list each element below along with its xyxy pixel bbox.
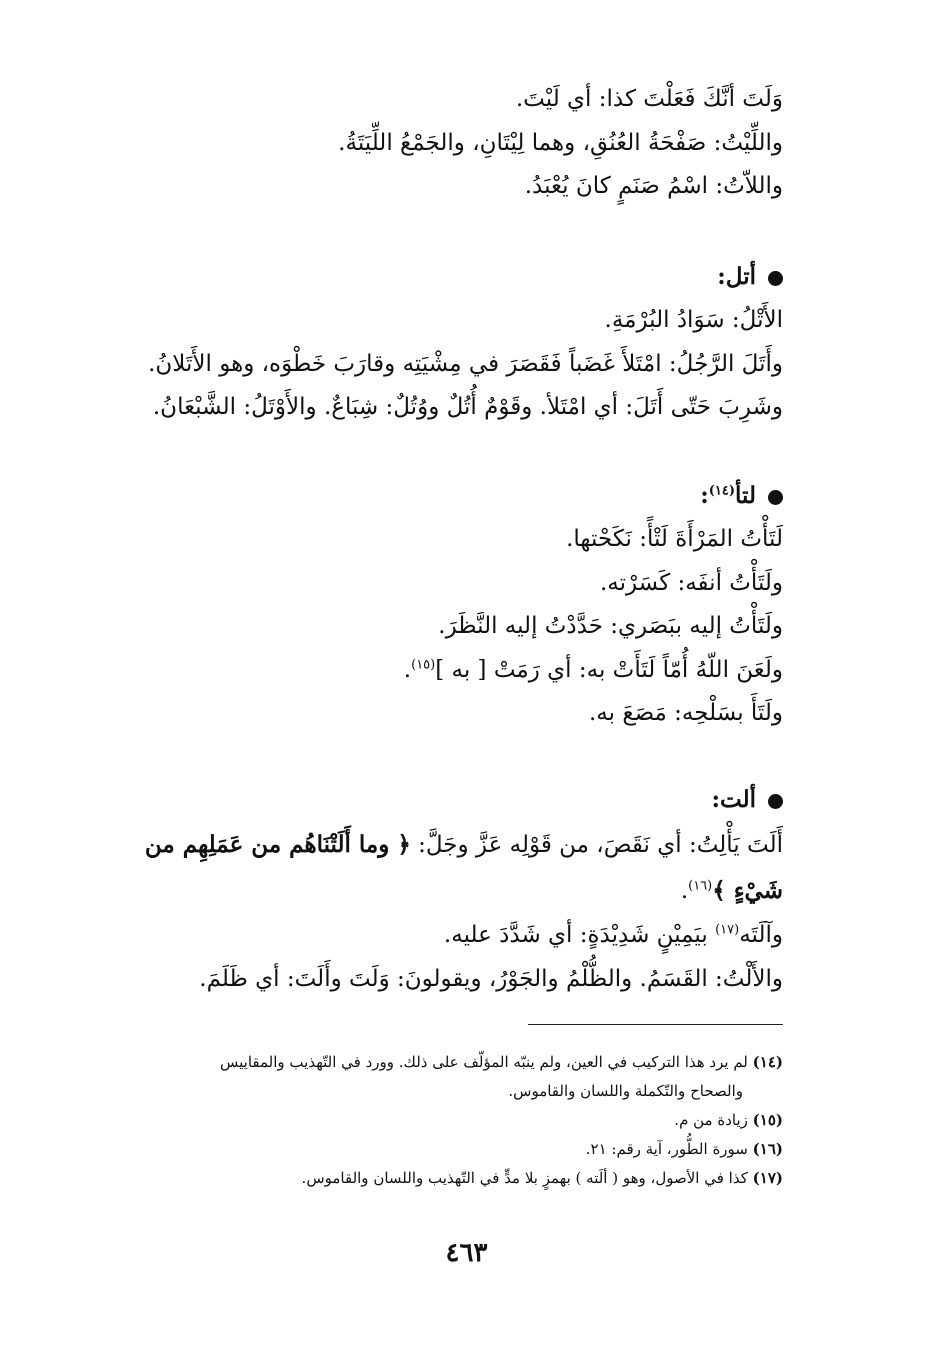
footnote-number: (١٧) xyxy=(752,1169,783,1187)
text-line: وشَرِبَ حَتّى أَتَلَ: أي امْتَلأ. وقَوْمٌ أُتُلٌ ووُتُلٌ: شِبَاعٌ. والأَوْتَلُ: الشَّبْعَانُ. xyxy=(152,394,783,420)
text-line: وأَتَلَ الرَّجُلُ: امْتَلأَ غَضَباً فَقَصَرَ في مِشْيَتِه وقارَبَ خَطْوَه، وهو الأَتَلانُ. xyxy=(148,350,783,377)
footnote-continuation xyxy=(103,1077,783,1106)
text-paragraph xyxy=(113,822,783,914)
entry-heading-text: ألت: xyxy=(711,786,756,813)
entry-heading-text: لتأ xyxy=(735,482,756,509)
text-line: وَلَتَ أنَّكَ فَعَلْتَ كذا: أي لَيْتَ. xyxy=(515,86,783,112)
text-fragment: وآلَتَه xyxy=(739,922,783,948)
footnote-text: والصحاح والتّكملة واللسان والقاموس. xyxy=(508,1082,743,1100)
text-line xyxy=(133,649,783,693)
footnote xyxy=(103,1135,783,1164)
entry-heading-colon: : xyxy=(700,482,709,509)
text-line: الأَتْلُ: سَوَادُ البُرْمَةِ. xyxy=(604,307,783,333)
text-line: والأَلْتُ: القَسَمُ. والظُّلْمُ والجَوْرُ، ويقولونَ: وَلَتَ وأَلَتَ: أي ظَلَمَ. xyxy=(199,965,783,992)
footnote-text: كذا في الأصول، وهو ( ألَته ) بهمزٍ بلا مدٍّ في التّهذيب واللسان والقاموس. xyxy=(301,1169,748,1187)
page-number: ٤٦٣ xyxy=(445,1238,488,1268)
text-line: ولَتَأْتُ أنفَه: كَسَرْته. xyxy=(599,569,783,596)
footnote-divider xyxy=(528,1024,783,1025)
footnote-ref: (١٤) xyxy=(708,483,736,499)
footnote xyxy=(103,1106,783,1135)
bullet-icon xyxy=(768,490,783,505)
bullet-icon xyxy=(768,271,783,286)
footnote-ref: (١٦) xyxy=(688,878,713,894)
footnote-ref: (١٧) xyxy=(715,922,740,938)
text-line xyxy=(133,914,783,958)
footnote-text: لم يرد هذا التركيب في العين، ولم ينبّه المؤلّف على ذلك. وورد في التّهذيب والمقاييس xyxy=(220,1053,748,1071)
text-line: ولَتَأَ بسَلْحِه: مَصَعَ به. xyxy=(588,700,783,726)
section-lta xyxy=(133,474,783,736)
footnote-number: (١٤) xyxy=(752,1053,783,1071)
section-lyt xyxy=(133,78,783,209)
text-fragment: . xyxy=(680,878,689,904)
quran-quote: ﴿ وما أَلَتْنَاهُم من عَمَلِهِم من شَيْءٍ ﴾ xyxy=(144,831,783,904)
footnote xyxy=(103,1164,783,1193)
entry-heading xyxy=(133,778,783,822)
footnote-text: سورة الطُّور، آية رقم: ٢١. xyxy=(585,1140,748,1158)
text-fragment: ولَعَنَ اللّهُ أُمّاً لَتَأَتْ به: أي رَمَتْ [ به ] xyxy=(435,656,783,683)
bullet-icon xyxy=(768,794,783,809)
text-line: ولَتَأْتُ إليه ببَصَري: حَدَّدْتُ إليه النَّظَرَ. xyxy=(438,613,783,639)
section-atl xyxy=(133,255,783,430)
text-fragment: . xyxy=(403,656,412,683)
entry-heading xyxy=(133,474,783,518)
text-line: لَتَأْتُ المَرْأَةَ لَتْأً: نَكَحْتها. xyxy=(566,526,783,552)
footnote-ref: (١٥) xyxy=(411,656,436,672)
text-line: واللِّيْتُ: صَفْحَةُ العُنُقِ، وهما لِيْتَانِ، والجَمْعُ اللِّيَتَةُ. xyxy=(338,129,783,156)
entry-heading xyxy=(133,255,783,299)
text-line: واللاّتُ: اسْمُ صَنَمٍ كانَ يُعْبَدُ. xyxy=(524,173,783,199)
section-alt xyxy=(133,778,783,1001)
text-fragment: أَلَتَ يَأْلِتُ: أي نَقَصَ، من قَوْلِه عَزَّ وجَلَّ: xyxy=(410,832,783,858)
footnote-text: زيادة من م. xyxy=(674,1111,748,1129)
entry-heading-text: أتل: xyxy=(717,263,756,290)
footnote-number: (١٦) xyxy=(752,1140,783,1158)
text-fragment: بيَمِيْنٍ شَدِيْدَةٍ: أي شَدَّدَ عليه. xyxy=(443,922,716,948)
footnote-number: (١٥) xyxy=(752,1111,783,1129)
footnotes xyxy=(103,1048,783,1193)
footnote xyxy=(103,1048,783,1077)
